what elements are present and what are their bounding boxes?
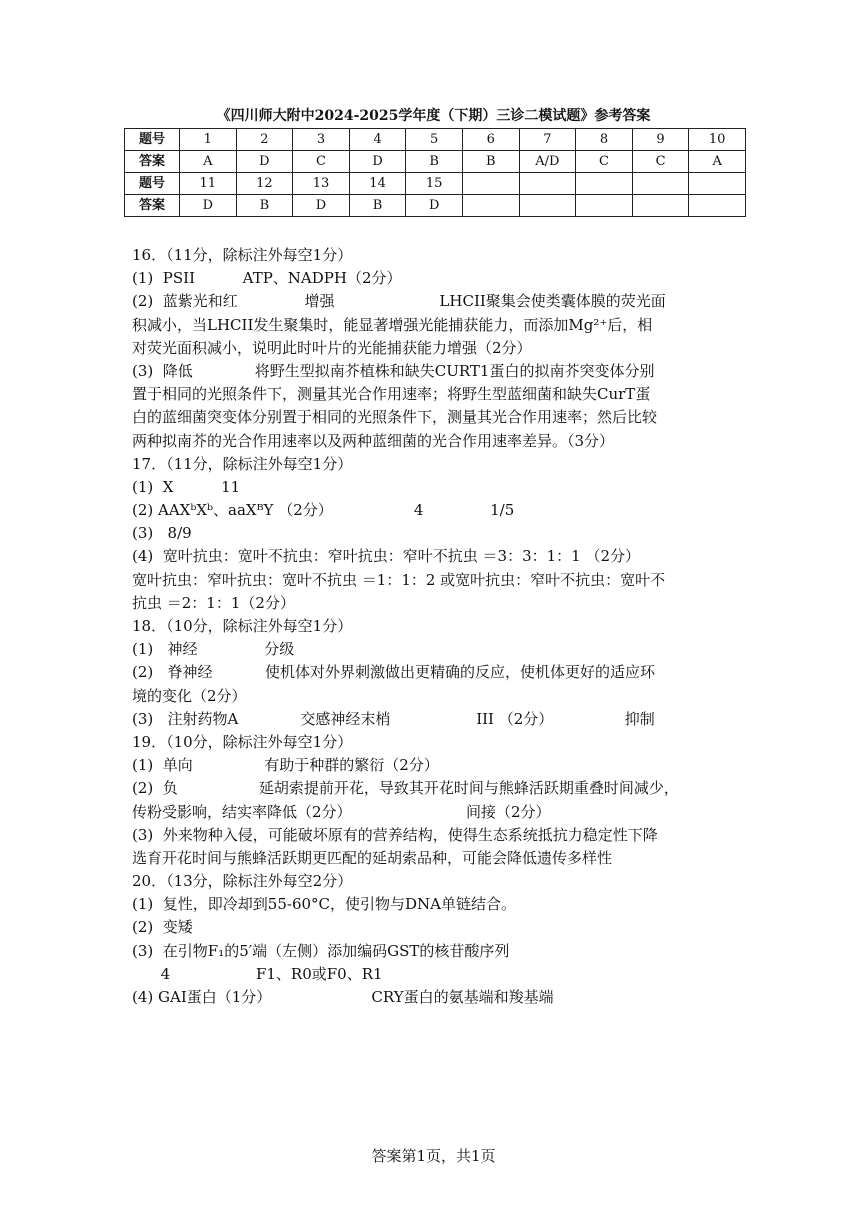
answer-line: (1) 单向 有助于种群的繁衍（2分）: [132, 756, 439, 775]
table-cell: B: [462, 151, 519, 173]
table-cell: [689, 173, 746, 195]
answer-line: (2) 脊神经 使机体对外界刺激做出更精确的反应，使机体更好的适应环: [132, 663, 656, 682]
answer-line: 4 F1、R0或F0、R1: [132, 964, 383, 983]
answer-line: 16．（11分，除标注外每空1分）: [132, 246, 353, 264]
answer-line: 抗虫 ＝2：1：1（2分）: [132, 593, 295, 612]
table-cell: 8: [576, 129, 633, 151]
table-cell: C: [576, 151, 633, 173]
table-cell: 13: [293, 173, 350, 195]
table-cell: [462, 173, 519, 195]
answer-line: (1) X 11: [132, 477, 241, 496]
answer-line: 置于相同的光照条件下，测量其光合作用速率；将野生型蓝细菌和缺失CurT蛋: [132, 385, 651, 404]
answer-line: (2) 变矮: [132, 918, 193, 937]
table-cell: D: [349, 151, 406, 173]
table-cell: B: [349, 195, 406, 217]
answer-line: 传粉受影响，结实率降低（2分） 间接（2分）: [132, 802, 551, 821]
table-cell: A: [689, 151, 746, 173]
answer-line: (2) 负 延胡索提前开花，导致其开花时间与熊蜂活跃期重叠时间减少，: [132, 779, 679, 798]
table-cell: [576, 195, 633, 217]
answer-line: 积减小，当LHCII发生聚集时，能显著增强光能捕获能力，而添加Mg²⁺后，相: [132, 315, 653, 334]
table-cell: 4: [349, 129, 406, 151]
table-cell: 3: [293, 129, 350, 151]
table-cell: 11: [180, 173, 237, 195]
answer-line: (3) 8/9: [132, 524, 192, 543]
answer-line: (3) 注射药物A 交感神经末梢 III （2分） 抑制: [132, 709, 655, 728]
table-cell: [519, 173, 576, 195]
table-cell: 6: [462, 129, 519, 151]
answer-line: 17．（11分，除标注外每空1分）: [132, 454, 353, 473]
table-cell: C: [632, 151, 689, 173]
table-row: [125, 151, 746, 173]
table-cell: B: [236, 195, 293, 217]
answer-line: (1) 神经 分级: [132, 640, 295, 659]
table-cell: 10: [689, 129, 746, 151]
answer-line: (3) 外来物种入侵，可能破坏原有的营养结构，使得生态系统抵抗力稳定性下降: [132, 825, 658, 844]
table-cell: 1: [180, 129, 237, 151]
answer-line: (4) GAI蛋白（1分） CRY蛋白的氨基端和羧基端: [132, 988, 554, 1006]
answer-line: (1) 复性，即冷却到55-60°C，使引物与DNA单链结合。: [132, 895, 516, 914]
answer-line: 18．（10分，除标注外每空1分）: [132, 617, 353, 635]
answer-line: 选育开花时间与熊蜂活跃期更匹配的延胡索品种，可能会降低遗传多样性: [132, 848, 613, 867]
table-cell: 9: [632, 129, 689, 151]
table-cell: B: [406, 151, 463, 173]
answer-body: [132, 244, 747, 1009]
document-title: 《四川师大附中2024-2025学年度（下期）三诊二模试题》参考答案: [216, 108, 651, 124]
table-row: [125, 173, 746, 195]
answer-line: 20．（13分，除标注外每空2分）: [132, 872, 353, 891]
table-cell: C: [293, 151, 350, 173]
table-cell: [576, 173, 633, 195]
table-cell: D: [180, 195, 237, 217]
table-cell: [519, 195, 576, 217]
table-cell: [632, 173, 689, 195]
answer-line: (2) 蓝紫光和红 增强 LHCII聚集会使类囊体膜的荧光面: [132, 292, 666, 311]
table-cell: 12: [236, 173, 293, 195]
answer-line: 白的蓝细菌突变体分别置于相同的光照条件下，测量其光合作用速率；然后比较: [132, 408, 658, 427]
answer-line: (3) 在引物F₁的5′端（左侧）添加编码GST的核苷酸序列: [132, 941, 510, 960]
answer-line: (4) 宽叶抗虫：宽叶不抗虫：窄叶抗虫：窄叶不抗虫 ＝3：3：1：1 （2分）: [132, 547, 641, 566]
row-header: 题号: [125, 173, 180, 195]
table-cell: 7: [519, 129, 576, 151]
page-footer: 答案第1页，共1页: [371, 1147, 496, 1165]
table-cell: [689, 195, 746, 217]
row-header: 答案: [125, 195, 180, 217]
table-cell: [462, 195, 519, 217]
answer-line: 19．（10分，除标注外每空1分）: [132, 732, 353, 751]
answer-table: [124, 128, 746, 217]
table-cell: D: [236, 151, 293, 173]
answer-line: 两种拟南芥的光合作用速率以及两种蓝细菌的光合作用速率差异。（3分）: [132, 431, 615, 450]
table-cell: 5: [406, 129, 463, 151]
answer-line: 宽叶抗虫：窄叶抗虫：宽叶不抗虫 ＝1：1：2 或宽叶抗虫：窄叶不抗虫：宽叶不: [132, 570, 666, 589]
table-row: [125, 195, 746, 217]
table-cell: D: [293, 195, 350, 217]
table-cell: 14: [349, 173, 406, 195]
answer-line: 对荧光面积减小，说明此时叶片的光能捕获能力增强（2分）: [132, 338, 532, 357]
answer-line: (1) PSII ATP、NADPH（2分）: [132, 269, 402, 288]
row-header: 答案: [125, 151, 180, 173]
row-header: 题号: [125, 129, 180, 151]
table-cell: 15: [406, 173, 463, 195]
table-cell: [632, 195, 689, 217]
answer-line: (2) AAXᵇXᵇ、aaXᴮY （2分） 4 1/5: [132, 501, 515, 520]
table-row: [125, 129, 746, 151]
answer-line: (3) 降低 将野生型拟南芥植株和缺失CURT1蛋白的拟南芥突变体分别: [132, 361, 655, 380]
answer-line: 境的变化（2分）: [132, 686, 247, 705]
table-cell: A: [180, 151, 237, 173]
table-cell: D: [406, 195, 463, 217]
table-cell: 2: [236, 129, 293, 151]
table-cell: A/D: [519, 151, 576, 173]
